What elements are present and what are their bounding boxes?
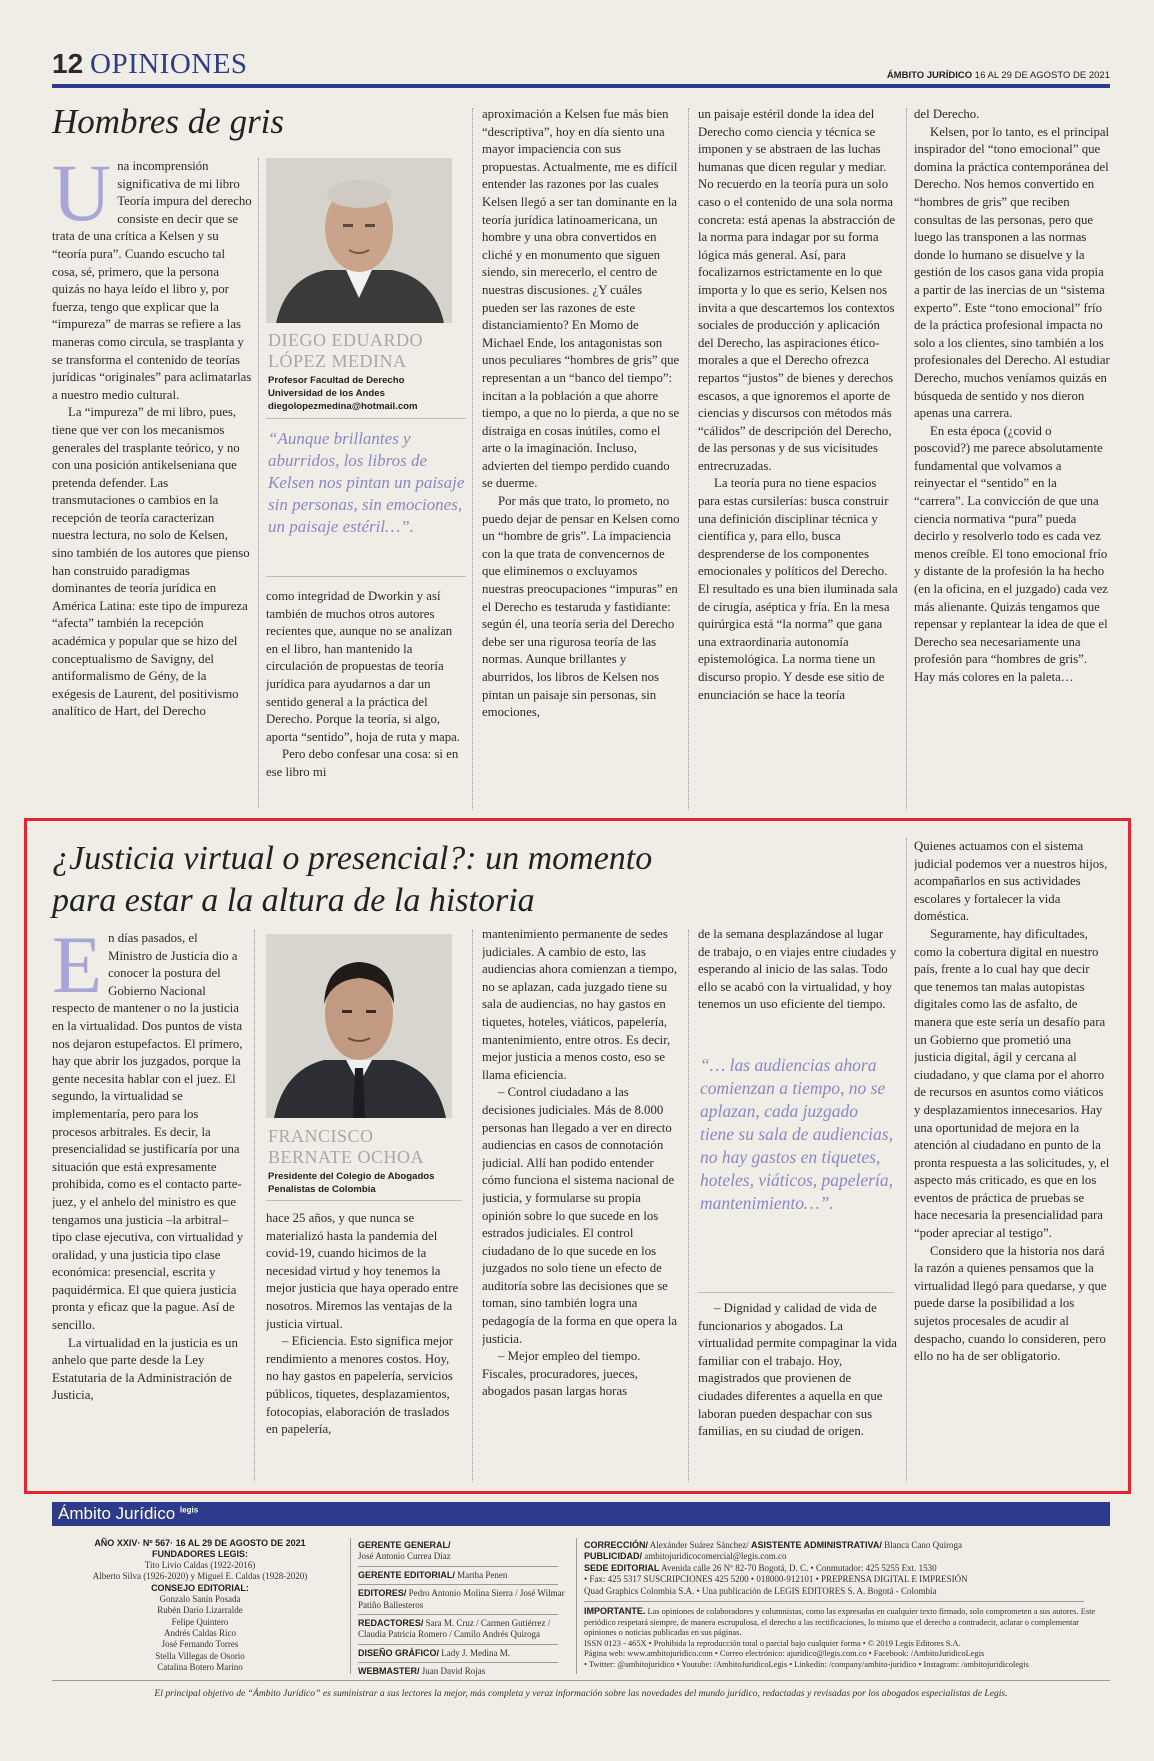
article1-col2-p1: como integridad de Dworkin y así también de muchos otros autores recientes que, aunque no se analizan en el libro, han mantenido la circulación de propuestas de teoría jurídica para ayudarnos a dar un sentido general a la práctica del Derecho. Porque la teoría, si algo, aporta “sentido”, hoja de ruta y mapa. [266,589,461,744]
council-member: Gonzalo Sanín Posada [159,1593,241,1604]
article2-column-2 [266,1210,462,1482]
section-title: OPINIONES [90,48,248,80]
author2-portrait-illustration [266,934,452,1118]
editores-label: EDITORES/ [358,1588,407,1599]
column-divider [688,108,689,810]
print-line: Quad Graphics Colombia S.A. • Una publicación de LEGIS EDITORES S. A. Bogotá - Colombia [584,1585,937,1596]
article1-col5-p1: del Derecho. [914,107,980,121]
article2-column-4-top [698,926,898,1030]
issue-line: AÑO XXIV· Nº 567· 16 AL 29 DE AGOSTO DE 2021 [94,1538,306,1548]
publication-dates: 16 AL 29 DE AGOSTO DE 2021 [974,70,1110,81]
article2-title [52,838,752,922]
important-text: Las opiniones de colaboradores y columnistas, como las expresadas en cualquier texto firmado, solo comprometen a sus autores. Este periódico respetará siempre, de manera escrupulosa, el derecho a las rectificaciones, lo mismo que el derecho a contradecir, aclarar o complementar opiniones o noticias publicadas en sus páginas. [584,1607,1096,1638]
article2-column-5 [914,838,1110,1482]
rule [358,1566,558,1567]
masthead-right [584,1540,1110,1671]
article2-col4-p1: de la semana desplazándose al lugar de trabajo, o en viajes entre ciudades y esperando al inicio de las salas. Todo ello se acabó con la virtualidad, y hoy tenemos un uso eficiente del tiempo. [698,927,897,1012]
rule [358,1662,558,1663]
council-member: Stella Villegas de Osorio [155,1650,245,1661]
article1-col5-p2: Kelsen, por lo tanto, es el principal inspirador del “tono emocional” que domina la práctica contemporánea del Derecho. Nos hemos convertido en “hombres de gris” que reciben consultas de las personas, pero que luego las transponen a las normas donde lo humano se disuelve y la gestión de los casos gana vida propia a partir de las inercias de un “sistema experto”. Este “tono emocional” frío de la práctica profesional impacta no solo a los clientes, sino también a los profesionales del Derecho. Al estudiar Derecho, muchos veníamos quizás en búsqueda de sentido y nos dieron apenas una carrera. [914,124,1110,421]
article2-column-1 [52,930,244,1482]
article2-column-4-bottom [698,1300,898,1482]
council-member: Andrés Caldas Rico [164,1628,236,1639]
article1-col2-p2: Pero debo confesar una cosa: si en ese libro mi [266,747,459,779]
publication-name: ÁMBITO JURÍDICO [886,70,973,81]
redactores: Sara M. Cruz / Carmen Gutiérrez / Claudia Patricia Romero / Camilo Andrés Quiroga [358,1618,551,1640]
article1-column-2 [266,588,466,810]
social-line: • Twitter: @ambitojuridico • Youtube: /AmbitoJuridicoLegis • Linkedin: /company/ambito-juridico • Instagram: /ambitojuridicolegis [584,1660,1029,1669]
publicidad-label: PUBLICIDAD/ [584,1551,642,1562]
publication-line [887,70,1110,81]
article1-col1-p1: na incomprensión significativa de mi libro Teoría impura del derecho consiste en decir que se trata de una crítica a Kelsen y su “teoría pura”. Cuando escucho tal cosa, sé, primero, que la persona quizás no haya leído el libro y, por fuerza, tengo que explicar que la “impureza” de marras se refiere a las maneras como circula, se trasplanta y se transforma el contenido de teorías jurídicas “originales” para aclimatarlas a nuestro medio cultural. [52,159,252,402]
author2-name-line2: BERNATE OCHOA [268,1147,425,1167]
masthead-left [60,1538,340,1674]
column-divider [258,158,259,808]
article1-pull-quote: “Aunque brillantes y aburridos, los libros de Kelsen nos pintan un paisaje sin personas, sin emociones, un paisaje estéril…”. [268,429,465,536]
brand-mark: legis [179,1505,199,1515]
important-label: IMPORTANTE. [584,1606,646,1617]
article2-title-line2: para estar a la altura de la historia [52,882,535,919]
council-member: Rubén Darío Lizarralde [157,1605,243,1616]
editores: Pedro Antonio Molina Sierra / José Wilmar Patiño Ballesteros [358,1588,565,1610]
page-number: 12 [52,48,84,79]
founders-title: FUNDADORES LEGIS: [151,1549,248,1559]
gerente-general-label: GERENTE GENERAL/ [358,1540,451,1550]
footer-rule [52,1680,1110,1681]
author1-name-line2: LÓPEZ MEDINA [268,351,407,371]
article1-col3-p1: aproximación a Kelsen fue más bien “descriptiva”, hoy en día siento una mayor impaciencia con sus propuestas. Actualmente, me es difícil entender las razones por las cuales Kelsen llegó a ser tan dominante en la teoría jurídica latinoamericana, un hombre y una obra convertidos en cliché y en monumento que siguen siendo, sin merecerlo, el centro de nuestras discusiones. ¿Y cuáles pueden ser las razones de este distanciamiento? En Momo de Michael Ende, los antagonistas son unos peculiares “hombres de gris” que representan a un “banco del tiempo”: incitan a la población a que ahorre tiempo, a que no lo pierda, a que no se distraiga en cosas inútiles, como el arte o la imaginación. Incluso, advierten del tiempo perdido cuando se duerme. [482,107,680,491]
author2-name-line1: FRANCISCO [268,1126,374,1146]
masthead-divider [350,1538,351,1674]
author1-name [268,330,458,372]
author1-email: diegolopezmedina@hotmail.com [268,401,418,412]
article1-col5-p3: En esta época (¿covid o poscovid?) me parece absolutamente fundamental que volvamos a reinyectar el “sentido” en la “carrera”. La convicción de que una ciencia normativa “pura” pueda decirlo y resolverlo todo es cada vez menos creíble. El tono emocional frío y distante de la profesión la ha hecho (en la oficina, en el juzgado) cada vez más alienante. Quizás tengamos que repensar y replantear la idea de que el Derecho sea necesariamente una profesión para “hombres de gris”. Hay más colores en la paleta… [914,423,1108,684]
article2-col5-p2: Seguramente, hay dificultades, como la cobertura digital en nuestro país, frente a lo cual hay que decir que tenemos tan malas autopistas digitales como las de asfalto, de manera que este sería un desafío para un Gobierno que prometió una justicia digital, ágil y cercana al ciudadano, y que clama por el ahorro de recursos en asuntos como viáticos y desplazamientos innecesarios. Hay una oportunidad de mejora en la atención al ciudadano en punto de la pronta respuesta a las solicitudes, y, el aspecto más criticado, es que en los eventos de práctica de pruebas se hace necesaria la presencialidad para “poder apreciar al testigo”. [914,926,1110,1241]
asistente: Blanca Cano Quiroga [884,1540,963,1550]
redactores-label: REDACTORES/ [358,1618,424,1629]
sede-label: SEDE EDITORIAL [584,1562,660,1573]
article2-col5-p1: Quienes actuamos con el sistema judicial podemos ver a nuestros hijos, acompañarlos en sus actividades escolares y fortalecer la vida doméstica. [914,839,1108,924]
author2-role-line1: Presidente del Colegio de Abogados [268,1171,435,1182]
sede: Avenida calle 26 Nº 82-70 Bogotá, D. C. • Conmutador: 425 5255 Ext. 1530 [661,1562,937,1573]
diseno-label: DISEÑO GRÁFICO/ [358,1647,440,1658]
article2-col3-p3: – Mejor empleo del tiempo. Fiscales, procuradores, jueces, abogados pasan largas horas [482,1349,641,1399]
author-divider [266,1200,462,1201]
brand-name: Ámbito Jurídico [58,1504,176,1523]
header-rule [52,84,1110,88]
article2-column-3 [482,926,680,1482]
page-header [52,48,1110,86]
author1-photo [266,158,452,323]
council-member: Felipe Quintero [171,1616,229,1627]
author2-photo [266,934,452,1118]
issn-line: ISSN 0123 - 465X • Prohibida la reproducción total o parcial bajo cualquier forma • © 2019 Legis Editores S.A. [584,1638,961,1648]
article1-col1-p2: La “impureza” de mi libro, pues, tiene que ver con los mecanismos generales del trasplante teórico, y no con una posición antikelseniana que pretenda defender. Las transmutaciones o cambios en la recepción de teoría caracterizan nuestra lectura, no solo de Kelsen, sino también de los autores que pienso han construido paradigmas dominantes de teoría jurídica en América Latina: este tipo de impureza “afecta” también la recepción académica y popular que se hizo del conceptualismo de Savigny, del antiformalismo de Gény, de la exégesis de Laurent, del positivismo analítico de Hart, del Derecho [52,405,250,719]
article2-col4-p2: – Dignidad y calidad de vida de funcionarios y abogados. La virtualidad permite compaginar la vida familiar con el trabajo. Hoy, magistrados que provienen de ciudades diferentes a aquella en que laboran pueden despachar con sus familias, en su ciudad de origen. [698,1301,897,1439]
column-divider [688,930,689,1482]
article2-dropcap: E [52,930,103,1010]
council-title: CONSEJO EDITORIAL: [151,1582,249,1593]
column-divider [906,838,907,1482]
fax-line: • Fax: 425 5317 SUSCRIPCIONES 425 5200 • 018000-912101 • PREPRENSA DIGITAL E IMPRESIÓN [584,1574,968,1585]
column-divider [254,930,255,1482]
article2-col1-p2: La virtualidad en la justicia es un anhelo que parte desde la Ley Estatutaria de la Administración de Justicia, [52,1335,238,1403]
article2-title-line1: ¿Justicia virtual o presencial?: un momento [52,840,653,877]
pull-quote-rule-top [266,418,466,419]
web-line: Página web: www.ambitojuridico.com • Correo electrónico: ajuridico@legis.com.co • Facebook: /AmbitoJuridicoLegis [584,1649,985,1659]
article1-col4-p1: un paisaje estéril donde la idea del Derecho como ciencia y técnica se imponen y se abstraen de las luchas humanas que dicen regular y mediar. No recuerdo en la teoría pura un solo caso o el contenido de una sola norma concreta: está apenas la abstracción de la norma para indagar por su forma lógica más general. Así, para focalizarnos estrictamente en lo que importa y lo que es serio, Kelsen nos invita a que descartemos los contextos sociales de producción y aplicación del Derecho, las aspiraciones ético-morales a que el Derecho ofrezca repartos “justos” de bienes y derechos escasos, a que ignoremos el aporte de ciencias y discursos con métodos más “cálidos” de descripción del Derecho, de las personas y de sus vicisitudes entrecruzadas. [698,107,896,473]
pull-quote-rule-bottom [698,1292,894,1293]
article1-column-4 [698,106,898,810]
author1-name-line1: DIEGO EDUARDO [268,330,423,350]
column-divider [472,108,473,810]
council-member: Catalina Botero Marino [157,1662,243,1673]
column-divider [906,108,907,810]
correccion-label: CORRECCIÓN/ [584,1540,649,1550]
rule [358,1644,558,1645]
article1-col4-p2: La teoría pura no tiene espacios para estas cursilerías: busca construir una definición disciplinar técnica y científica y, para ello, busca desprenderse de los componentes emocionales y políticos del Derecho. El resultado es una bien iluminada sala de cirugía, aséptica y fría. En la mesa quirúrgica está “la norma” que gana una extraordinaria autonomía epistemológica. La norma tiene un discurso propio. Y desde ese sitio de enunciación se hace la teoría [698,476,898,702]
author1-portrait-illustration [266,158,452,323]
article2-col2-p2: – Eficiencia. Esto significa mejor rendimiento a menores costos. Hoy, no hay gastos en papelería, servicios públicos, tiquetes, desplazamientos, fotocopias, elaboración de traslados en papelería, [266,1334,453,1437]
author2-name [268,1126,468,1168]
webmaster-label: WEBMASTER/ [358,1666,420,1677]
gerente-general: José Antonio Currea Díaz [358,1551,451,1562]
correccion: Alexánder Suárez Sánchez/ [649,1540,749,1550]
article2-col5-p3: Considero que la historia nos dará la razón a quienes pensamos que la virtualidad llegó para quedarse, y que puede darse la posibilidad a los sujetos procesales de acudir al despacho, cuando lo consideren, pero ello no ha de ser obligatorio. [914,1243,1107,1364]
council-member: José Fernando Torres [161,1639,239,1650]
masthead-middle [358,1540,570,1678]
article1-column-5 [914,106,1110,810]
article2-col2-p1: hace 25 años, y que nunca se materializó hasta la pandemia del covid-19, cuando hicimos de la necesidad virtud y hoy tenemos la mejor justicia que haya operado entre nosotros. Miremos las ventajas de la justicia virtual. [266,1211,459,1331]
column-divider [472,930,473,1482]
article1-col3-p2: Por más que trato, lo prometo, no puedo dejar de pensar en Kelsen como un “hombre de gris”. La impaciencia con la que trata de convencernos de que eliminemos o excluyamos nuestras preocupaciones “impuras” en el Derecho es testaruda y fastidiante: según él, una teoría seria del Derecho debe ser una rigurosa teoría de las normas. Aunque brillantes y aburridos, los libros de Kelsen nos pintan un paisaje sin personas, sin emociones, [482,494,680,720]
article2-col3-p1: mantenimiento permanente de sedes judiciales. A cambio de esto, las audiencias ahora comienzan a tiempo, no se aplazan, cada juzgado tiene su sala de audiencias, no hay gastos en tiquetes, hoteles, viáticos, papelería, mantenimiento, entre otros. Es decir, mejor justicia a menos costo, eso se llama eficiencia. [482,927,678,1082]
founders-line1: Tito Livio Caldas (1922-2016) [144,1560,256,1570]
masthead-divider [576,1538,577,1674]
article2-col1-p1: n días pasados, el Ministro de Justicia dio a conocer la postura del Gobierno Nacional respecto de mantener o no la justicia en la virtualidad. Dos puntos de vista nos dejaron estupefactos. El primero, hay que abrir los juzgados, porque la gente necesita hablar con el juez. El segundo, la virtualidad se implementaría, pero para los procesos arbitrales. Es decir, la presencialidad se justificaría por una situación que está expresamente prohibida, como es el contacto parte-juez, y el anhelo del ministro es que tengamos una justicia –la arbitral– tipo clase ejecutiva, con virtualidad y oralidad, y una justicia tipo clase económica: presencial, escrita y paquidérmica. El que quiera justicia pronta y eficaz que la pague. Así de sencillo. [52,931,244,1333]
article1-title: Hombres de gris [52,102,285,141]
pull-quote-rule-bottom [266,576,466,577]
article1-column-3 [482,106,680,810]
rule [358,1584,558,1585]
masthead-brand [58,1504,198,1524]
article2-pull-quote: “… las audiencias ahora comienzan a tiempo, no se aplazan, cada juzgado tiene su sala de audiencias, no hay gastos en tiquetes, hoteles, viáticos, papelería, mantenimiento…”. [700,1055,893,1213]
gerente-editorial-label: GERENTE EDITORIAL/ [358,1569,455,1580]
author2-role-line2: Penalistas de Colombia [268,1184,376,1195]
masthead-band [52,1502,1110,1526]
footer-tagline: El principal objetivo de “Ámbito Jurídico” es suministrar a sus lectores la mejor, más completa y veraz información sobre las novedades del mundo jurídico, redactadas y revisadas por los abogados especialistas de Legis. [154,1688,1008,1699]
webmaster: Juan David Rojas [421,1666,486,1677]
article1-column-1 [52,158,252,808]
author1-role-line2: Universidad de los Andes [268,388,385,399]
founders-line2: Alberto Silva (1926-2020) y Miguel E. Caldas (1928-2020) [92,1571,308,1582]
article2-col3-p2: – Control ciudadano a las decisiones judiciales. Más de 8.000 personas han llegado a ver en directo audiencias en casos de connotación judicial. Allí han podido entender cómo funciona el sistema nacional de justicia, y formularse su propia opinión sobre lo que sucede en los estrados judiciales. El control ciudadano de lo que sucede en los juzgados no solo tiene un efecto de auditoría sobre las decisiones que se toman, sino también logra una pedagogía de la forma en que opera la justicia. [482,1085,678,1346]
author1-role-line1: Profesor Facultad de Derecho [268,375,405,386]
diseno: Lady J. Medina M. [441,1647,511,1658]
article1-dropcap: U [52,158,112,238]
asistente-label: ASISTENTE ADMINISTRATIVA/ [750,1540,882,1550]
rule [584,1601,1084,1602]
publicidad-email: ambitojuridicocomercial@legis.com.co [644,1551,787,1562]
gerente-editorial: Martha Penen [457,1569,508,1580]
author2-affiliation [268,1170,468,1196]
rule [358,1614,558,1615]
author1-affiliation [268,374,458,413]
